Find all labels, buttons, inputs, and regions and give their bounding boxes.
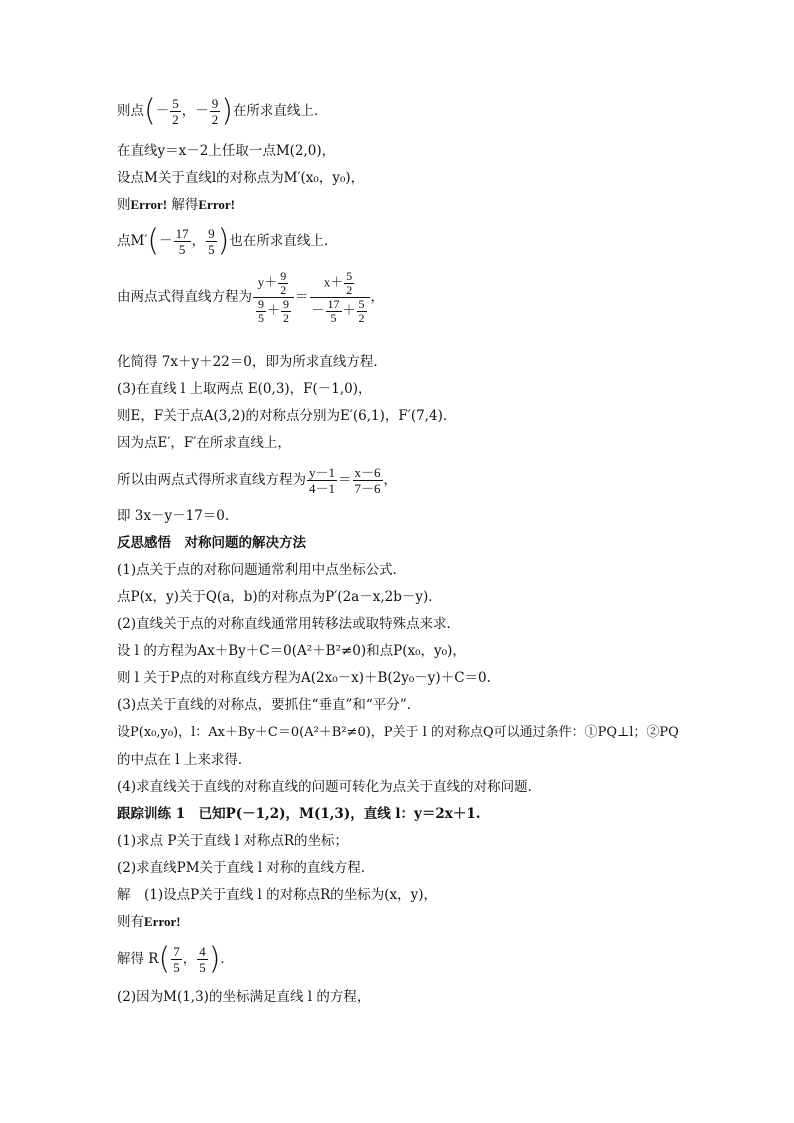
left-paren: ( — [158, 941, 171, 977]
line-10: 因为点E′，F′在所求直线上， — [117, 435, 291, 451]
line-14: (1)点关于点的对称问题通常利用中点坐标公式． — [117, 562, 407, 578]
line-28 — [117, 941, 234, 977]
line-25: (2)求直线PM关于直线 l 对称的直线方程． — [117, 860, 375, 876]
numerator: 9 — [280, 269, 287, 283]
text: ＝ — [338, 472, 352, 488]
text: 则点 — [117, 103, 144, 119]
text: ． — [220, 951, 234, 967]
fraction — [210, 96, 221, 127]
right-paren: ) — [221, 93, 233, 129]
fraction — [170, 96, 181, 127]
text: 解得 R — [117, 951, 159, 967]
error-text: Error! — [198, 197, 235, 212]
denominator: 2 — [211, 112, 219, 127]
text: － — [155, 103, 170, 119]
fraction — [171, 944, 182, 975]
line-27 — [117, 913, 181, 931]
line-16: (2)直线关于点的对称直线通常用转移法或取特殊点来求． — [117, 616, 461, 632]
line-22: (4)求直线关于直线的对称直线的问题可转化为点关于直线的对称问题． — [117, 779, 542, 795]
text: 由两点式得直线方程为 — [117, 289, 252, 305]
line-1 — [117, 93, 328, 129]
text: 所以由两点式得所求直线方程为 — [117, 472, 306, 488]
fraction — [253, 270, 294, 325]
text: － — [159, 233, 173, 249]
fraction — [256, 298, 266, 325]
line-20: 设P(x₀,y₀)，l：Ax＋By＋C＝0(A²＋B²≠0)，P关于 l 的对称点Q可以通过条件：①PQ⊥l；②PQ — [117, 725, 679, 740]
denominator: 2 — [280, 283, 287, 297]
numerator: 5 — [346, 269, 353, 283]
fraction — [278, 270, 288, 297]
denominator: 5 — [173, 960, 180, 975]
text: 则有 — [117, 914, 144, 930]
line-8: (3)在直线 l 上取两点 E(0,3)，F(－1,0)， — [117, 381, 372, 397]
exercise-heading: 跟踪训练 1 已知P(－1,2)，M(1,3)，直线 l：y＝2x＋1. — [117, 806, 481, 822]
numerator: 7 — [173, 944, 180, 959]
numerator: 9 — [283, 297, 290, 311]
numerator: 9 — [208, 226, 215, 241]
fraction — [344, 270, 354, 297]
text: 则 — [117, 197, 131, 213]
fraction — [197, 944, 208, 975]
line-4 — [117, 196, 235, 214]
denominator: 5 — [178, 242, 186, 257]
denominator — [253, 298, 294, 325]
line-24: (1)求点 P关于直线 l 对称点R的坐标； — [117, 833, 349, 849]
numerator: 17 — [175, 226, 189, 241]
fraction — [174, 226, 191, 257]
numerator: 17 — [327, 297, 340, 311]
line-7: 化简得 7x＋y＋22＝0，即为所求直线方程． — [117, 354, 387, 370]
left-paren: ( — [144, 93, 156, 129]
right-paren: ) — [217, 223, 230, 259]
denominator: 5 — [258, 311, 264, 325]
text: ， — [383, 472, 398, 488]
line-12: 即 3x－y－17＝0. — [117, 508, 230, 524]
fraction — [281, 298, 291, 325]
line-3: 设点M关于直线l的对称点为M′(x₀，y₀)， — [117, 170, 365, 186]
text: ， — [182, 951, 197, 967]
denominator: 2 — [346, 283, 353, 297]
numerator: 5 — [358, 297, 365, 311]
denominator: 5 — [208, 242, 215, 257]
fraction — [357, 298, 367, 325]
denominator — [310, 298, 370, 325]
text: 解得 — [167, 197, 199, 213]
fraction — [310, 270, 370, 325]
section-heading: 反思感悟 对称问题的解决方法 — [117, 535, 306, 551]
error-text: Error! — [130, 197, 168, 212]
denominator: 2 — [172, 112, 179, 127]
text: － — [311, 302, 325, 318]
numerator: 4 — [199, 944, 206, 959]
text: ＋ — [267, 302, 281, 318]
line-9: 则E，F关于点A(3,2)的对称点分别为E′(6,1)，F′(7,4)． — [117, 408, 457, 424]
line-21: 的中点在 l 上来求得． — [117, 752, 252, 768]
numerator — [310, 270, 370, 298]
denominator: 2 — [283, 311, 290, 325]
line-15: 点P(x，y)关于Q(a，b)的对称点为P′(2a－x,2b－y)． — [117, 589, 442, 605]
fraction — [353, 465, 383, 496]
text: y＋ — [257, 274, 278, 290]
numerator — [253, 270, 294, 298]
denominator: 4－1 — [309, 481, 336, 496]
line-5 — [117, 223, 338, 259]
line-19: (3)点关于直线的对称点，要抓住“垂直”和“平分”． — [117, 697, 421, 713]
text: ＋ — [342, 302, 356, 318]
denominator: 5 — [330, 311, 337, 325]
denominator: 5 — [199, 960, 206, 975]
text: ＝ — [295, 289, 309, 305]
numerator: y－1 — [309, 465, 336, 480]
fraction — [206, 226, 217, 257]
line-2: 在直线y＝x－2上任取一点M(2,0)， — [117, 143, 336, 159]
numerator: x－6 — [354, 465, 381, 480]
denominator: 2 — [358, 311, 365, 325]
text: ， — [370, 289, 385, 305]
line-29: (2)因为M(1,3)的坐标满足直线 l 的方程， — [117, 989, 371, 1005]
text: 在所求直线上． — [232, 103, 328, 119]
line-11 — [117, 462, 397, 498]
text: x＋ — [323, 274, 344, 290]
numerator: 5 — [172, 96, 179, 111]
left-paren: ( — [147, 223, 160, 259]
line-18: 则 l 关于P点的对称直线方程为A(2x₀－x)＋B(2y₀－y)＋C＝0. — [117, 670, 491, 686]
text: 也在所求直线上． — [229, 233, 338, 249]
numerator: 9 — [258, 297, 264, 311]
numerator: 9 — [211, 96, 219, 111]
line-17: 设 l 的方程为Ax＋By＋C＝0(A²＋B²≠0)和点P(x₀，y₀)， — [117, 643, 466, 659]
denominator: 7－6 — [354, 481, 381, 496]
text: ， — [191, 233, 206, 249]
right-paren: ) — [208, 941, 221, 977]
text: 点M′ — [117, 233, 148, 249]
fraction — [326, 298, 342, 325]
text: ，－ — [181, 103, 209, 119]
line-6 — [117, 270, 384, 325]
line-26: 解 (1)设点P关于直线 l 的对称点R的坐标为(x，y)， — [117, 887, 438, 903]
error-text: Error! — [144, 914, 181, 929]
fraction — [307, 465, 337, 496]
